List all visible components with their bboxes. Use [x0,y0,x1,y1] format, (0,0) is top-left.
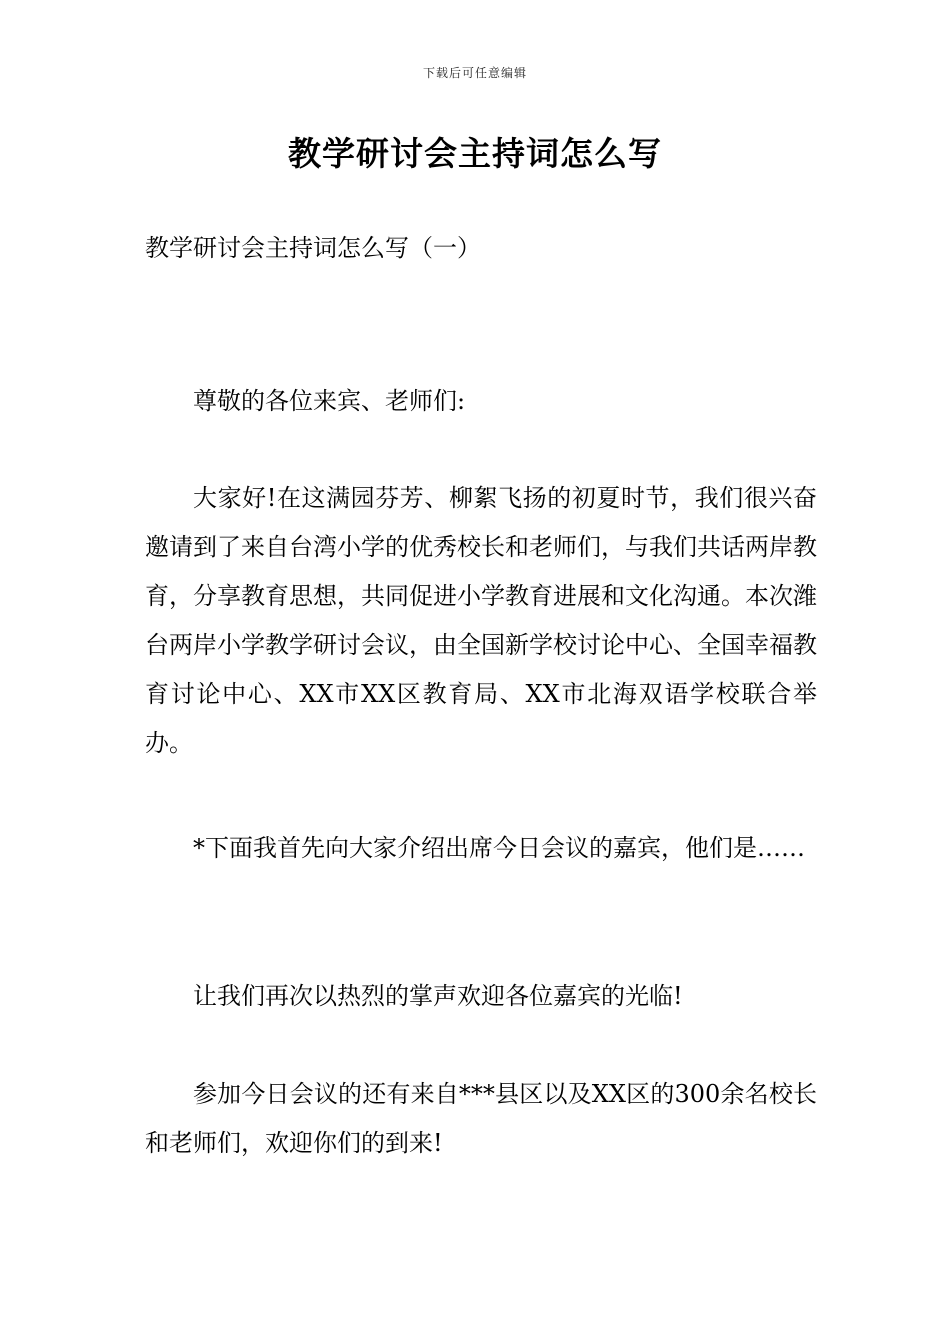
paragraph-guests: *下面我首先向大家介绍出席今日会议的嘉宾，他们是…… [193,834,805,862]
paragraph-intro: 大家好!在这满园芬芳、柳絮飞扬的初夏时节，我们很兴奋邀请到了来自台湾小学的优秀校长和老师们，与我们共话两岸教育，分享教育思想，共同促进小学教育进展和文化沟通。本次潍台两岸小学教学研讨会议，由全国新学校讨论中心、全国幸福教育讨论中心、XX市XX区教育局、XX市北海双语学校联合举办。 [145,484,817,757]
paragraph-attendees: 参加今日会议的还有来自***县区以及XX区的300余名校长和老师们，欢迎你们的到来! [145,1080,817,1157]
paragraph-welcome: 让我们再次以热烈的掌声欢迎各位嘉宾的光临! [193,982,683,1010]
header-note: 下载后可任意编辑 [422,66,527,80]
document-title: 教学研讨会主持词怎么写 [288,134,662,173]
section-subtitle: 教学研讨会主持词怎么写（一） [145,234,481,262]
paragraph-greeting: 尊敬的各位来宾、老师们: [193,387,466,415]
